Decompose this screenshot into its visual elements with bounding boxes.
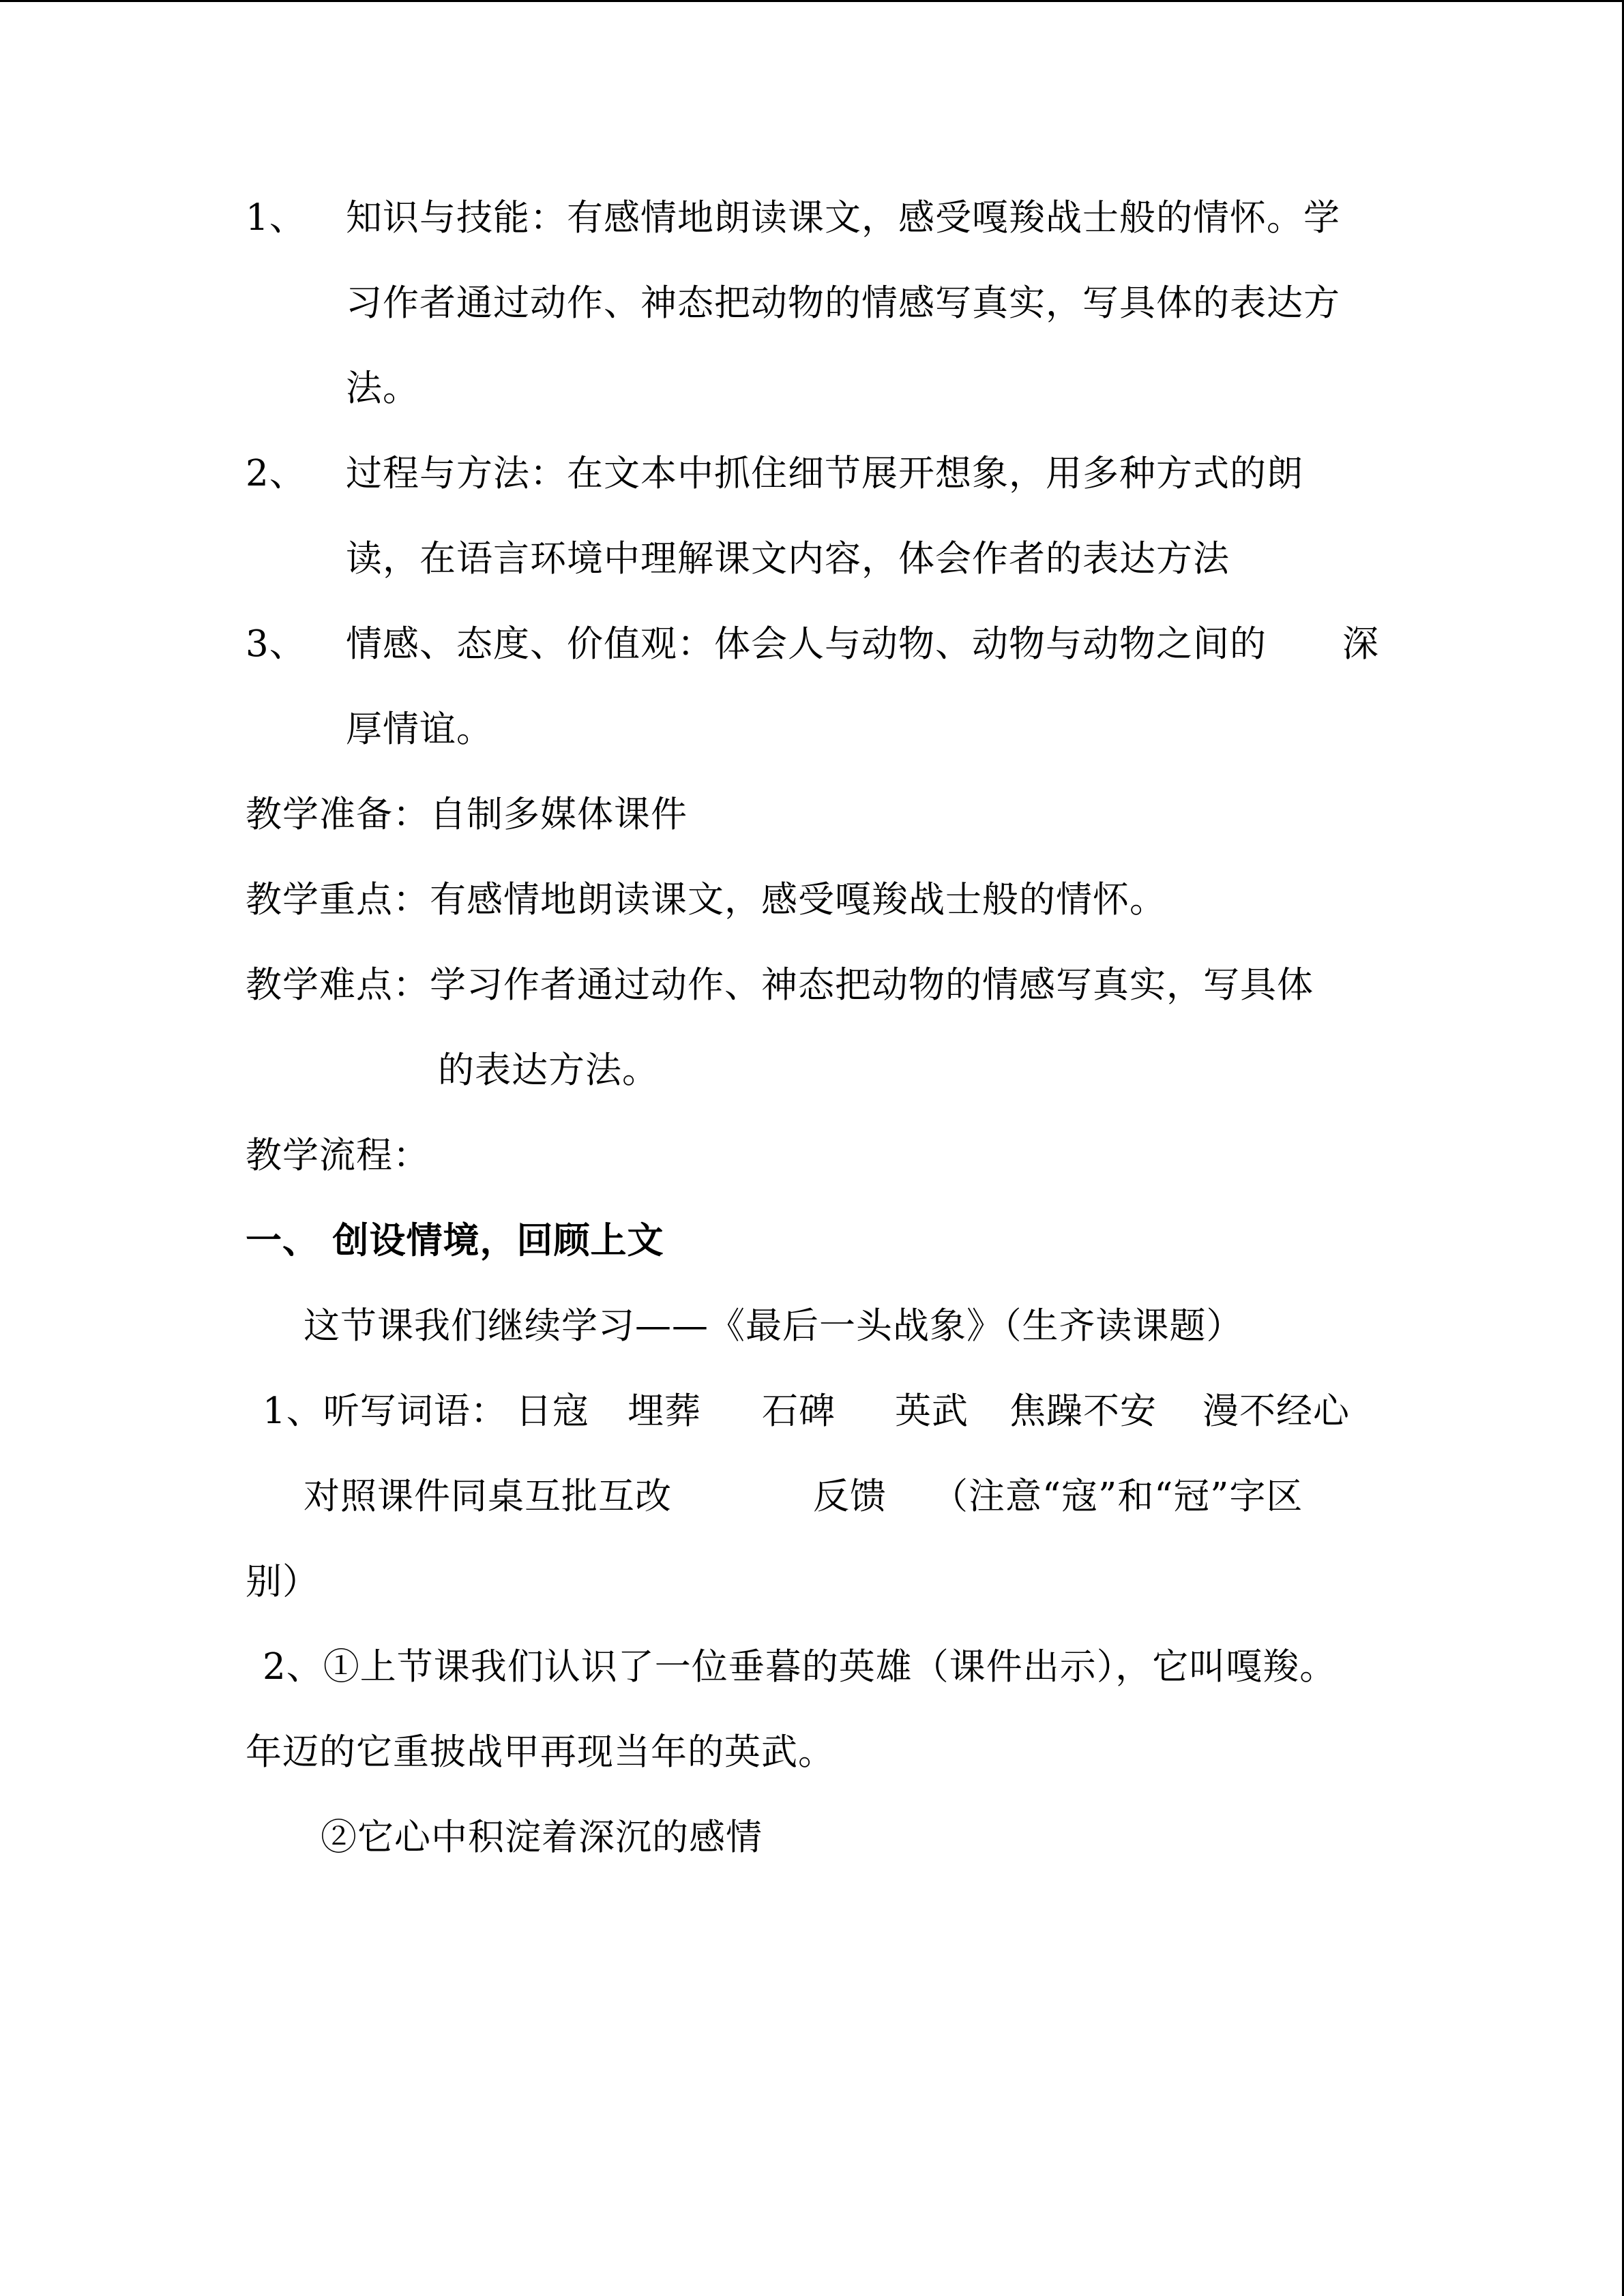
dictation-label: 1、听写词语： (263, 1390, 507, 1432)
dictation-word: 焦躁不安 (1009, 1390, 1157, 1432)
objective-2-line-2: 读，在语言环境中理解课文内容，体会作者的表达方法 (346, 538, 1230, 580)
check-line-part-3: （注意“寇”和“冠”字区 (932, 1476, 1303, 1517)
teaching-key-point: 教学重点：有感情地朗读课文，感受嘎羧战士般的情怀。 (246, 879, 1166, 921)
page-border-top (0, 0, 1624, 2)
section-1-heading: 一、 创设情境，回顾上文 (246, 1220, 664, 1262)
objective-1-line-1: 知识与技能：有感情地朗读课文，感受嘎羧战士般的情怀。学 (346, 197, 1340, 239)
objective-2-line-1: 过程与方法：在文本中抓住细节展开想象，用多种方式的朗 (346, 453, 1303, 494)
teaching-process-heading: 教学流程： (246, 1135, 430, 1176)
teaching-difficulty-line-1: 教学难点：学习作者通过动作、神态把动物的情感写真实，写具体 (246, 964, 1314, 1006)
dictation-word: 英武 (895, 1390, 969, 1432)
check-line-part-1: 对照课件同桌互批互改 (304, 1476, 672, 1517)
dictation-word: 漫不经心 (1202, 1390, 1350, 1432)
dictation-word: 埋葬 (628, 1390, 701, 1432)
objective-1-line-3: 法。 (346, 368, 419, 409)
objective-1-number: 1、 (246, 197, 306, 239)
section-1-intro: 这节课我们继续学习——《最后一头战象》（生齐读课题） (304, 1305, 1243, 1347)
objective-1-line-2: 习作者通过动作、神态把动物的情感写真实，写具体的表达方 (346, 282, 1340, 324)
objective-2-number: 2、 (246, 453, 306, 494)
teaching-preparation: 教学准备：自制多媒体课件 (246, 794, 688, 835)
objective-3-number: 3、 (246, 623, 306, 665)
objective-3-line-1: 情感、态度、价值观：体会人与动物、动物与动物之间的 (346, 623, 1267, 665)
dictation-word: 石碑 (762, 1390, 836, 1432)
objective-3-line-2: 厚情谊。 (346, 709, 493, 750)
teaching-difficulty-line-2: 的表达方法。 (438, 1049, 659, 1091)
check-line-end: 别） (246, 1561, 319, 1602)
objective-3-line-1-end: 深 (1342, 623, 1379, 665)
review-line-2: 年迈的它重披战甲再现当年的英武。 (246, 1731, 835, 1773)
review-line-3: ②它心中积淀着深沉的感情 (321, 1817, 763, 1858)
review-line-1: 2、①上节课我们认识了一位垂暮的英雄（课件出示），它叫嘎羧。 (263, 1646, 1337, 1688)
dictation-word: 日寇 (516, 1390, 589, 1432)
check-line-part-2: 反馈 (813, 1476, 887, 1517)
